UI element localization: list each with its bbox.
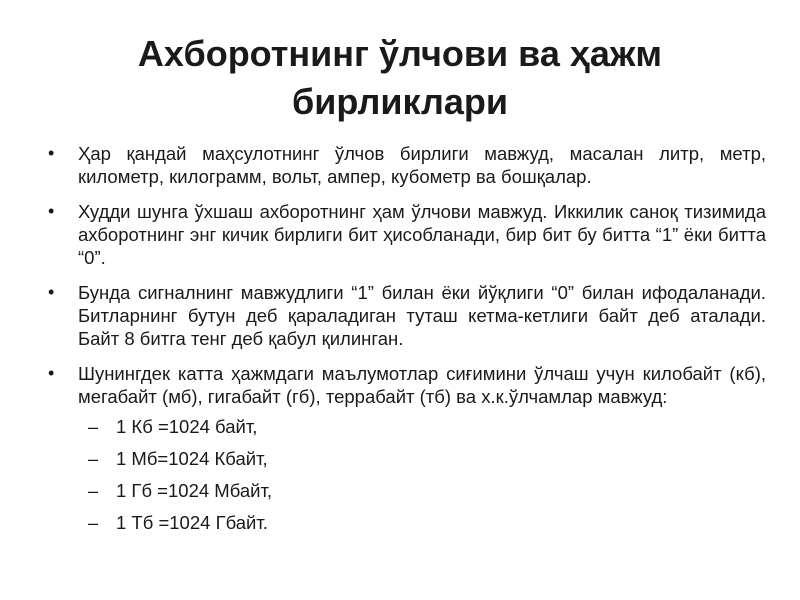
bullet-text: Шунингдек катта ҳажмдаги маълумотлар сиғимини ўлчаш учун килобайт (кб), мегабайт (мб), гигабайт (гб), террабайт (тб) ва х.к.ўлчамлар мавжуд:: [78, 363, 766, 407]
unit-text: 1 Мб=1024 Кбайт,: [116, 448, 268, 469]
bullet-item: [30, 200, 766, 269]
dash-icon: –: [88, 417, 99, 437]
unit-list-item: [30, 414, 766, 446]
unit-text: 1 Кб =1024 байт,: [116, 416, 258, 437]
unit-list-item: [30, 446, 766, 478]
bullet-icon: •: [48, 363, 55, 383]
dash-icon: –: [88, 449, 99, 469]
unit-text: 1 Гб =1024 Мбайт,: [116, 480, 273, 501]
dash-icon: –: [88, 513, 99, 533]
bullet-text: Ҳар қандай маҳсулотнинг ўлчов бирлиги мавжуд, масалан литр, метр, километр, килограмм, вольт, ампер, кубометр ва бошқалар.: [78, 143, 766, 187]
unit-text: 1 Тб =1024 Гбайт.: [116, 512, 268, 533]
bullet-icon: •: [48, 201, 55, 221]
bullet-icon: •: [48, 282, 55, 302]
slide-body: [30, 142, 766, 542]
bullet-item: [30, 281, 766, 350]
dash-icon: –: [88, 481, 99, 501]
bullet-item: [30, 362, 766, 408]
unit-list-item: [30, 510, 766, 542]
unit-list-item: [30, 478, 766, 510]
bullet-text: Бунда сигналнинг мавжудлиги “1” билан ёки йўқлиги “0” билан ифодаланади. Битларнинг бутун деб қараладиган туташ кетма-кетлиги байт деб аталади. Байт 8 битга тенг деб қабул қилинган.: [78, 282, 766, 349]
bullet-icon: •: [48, 143, 55, 163]
unit-list: [30, 414, 766, 542]
bullet-item: [30, 142, 766, 188]
bullet-text: Худди шунга ўхшаш ахборотнинг ҳам ўлчови мавжуд. Иккилик саноқ тизимида ахборотнинг энг кичик бирлиги бит ҳисобланади, бир бит бу битта “1” ёки битта “0”.: [78, 201, 766, 268]
slide-title: Ахборотнинг ўлчови ва ҳажм бирликлари: [137, 33, 663, 122]
